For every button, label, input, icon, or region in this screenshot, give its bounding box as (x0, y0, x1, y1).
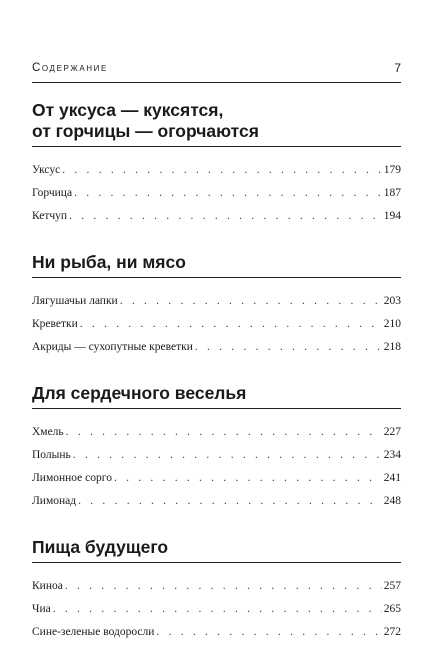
dot-leader (65, 575, 382, 598)
toc-entries (32, 421, 401, 513)
dot-leader (156, 621, 381, 644)
dot-leader (74, 182, 382, 205)
toc-entry-page: 272 (383, 626, 401, 638)
toc-section (32, 383, 401, 513)
toc-entries (32, 575, 401, 644)
dot-leader (80, 313, 382, 336)
toc-entry-label: Горчица (32, 187, 73, 199)
toc-entry-label: Уксус (32, 164, 61, 176)
dot-leader (62, 159, 382, 182)
toc-entry[interactable] (32, 159, 401, 182)
dot-leader (78, 490, 382, 513)
section-title: Для сердечного веселья (32, 383, 401, 409)
toc-entries (32, 290, 401, 359)
toc-entry-page: 257 (383, 580, 401, 592)
dot-leader (69, 205, 382, 228)
toc-entry[interactable] (32, 421, 401, 444)
toc-entry-label: Акриды — сухопутные креветки (32, 341, 193, 353)
dot-leader (73, 444, 382, 467)
toc-entry-label: Кетчуп (32, 210, 68, 222)
toc-entry[interactable] (32, 621, 401, 644)
toc-section (32, 100, 401, 228)
toc-entry[interactable] (32, 467, 401, 490)
toc-entry[interactable] (32, 444, 401, 467)
page-header (32, 58, 401, 83)
toc-entry-label: Хмель (32, 426, 64, 438)
toc-entry-page: 203 (383, 295, 401, 307)
toc-entry[interactable] (32, 313, 401, 336)
toc-entry-label: Лягушачьи лапки (32, 295, 118, 307)
toc-entry-page: 248 (383, 495, 401, 507)
toc-entry[interactable] (32, 205, 401, 228)
toc-entry-page: 234 (383, 449, 401, 461)
toc-entry-page: 179 (383, 164, 401, 176)
toc-entry-label: Лимонное сорго (32, 472, 112, 484)
dot-leader (195, 336, 382, 359)
toc-entry-label: Киноа (32, 580, 63, 592)
section-title-line: от горчицы — огорчаются (32, 121, 259, 141)
toc-entry-page: 241 (383, 472, 401, 484)
toc-entry-page: 265 (383, 603, 401, 615)
toc-entry-page: 210 (383, 318, 401, 330)
toc-entry-label: Чиа (32, 603, 51, 615)
section-title-line: От уксуса — куксятся, (32, 100, 224, 120)
toc-entry-page: 187 (383, 187, 401, 199)
toc-entries (32, 159, 401, 228)
section-title (32, 100, 401, 147)
section-title: Пища будущего (32, 537, 401, 563)
toc-entry[interactable] (32, 575, 401, 598)
toc-entry-page: 227 (383, 426, 401, 438)
dot-leader (114, 467, 382, 490)
toc-entry[interactable] (32, 290, 401, 313)
dot-leader (66, 421, 382, 444)
toc-entry[interactable] (32, 490, 401, 513)
toc-section (32, 252, 401, 359)
toc-entry-label: Сине-зеленые водоросли (32, 626, 155, 638)
section-title: Ни рыба, ни мясо (32, 252, 401, 278)
toc-entry[interactable] (32, 598, 401, 621)
toc-entry-label: Полынь (32, 449, 71, 461)
toc-entry-label: Лимонад (32, 495, 77, 507)
toc-entry[interactable] (32, 336, 401, 359)
toc-entry-page: 194 (383, 210, 401, 222)
dot-leader (120, 290, 382, 313)
toc-section (32, 537, 401, 644)
page-number: 7 (394, 61, 401, 75)
table-of-contents (32, 100, 401, 668)
toc-entry-label: Креветки (32, 318, 78, 330)
toc-entry-page: 218 (383, 341, 401, 353)
toc-entry[interactable] (32, 182, 401, 205)
dot-leader (53, 598, 382, 621)
running-header-title: Содержание (32, 62, 108, 74)
